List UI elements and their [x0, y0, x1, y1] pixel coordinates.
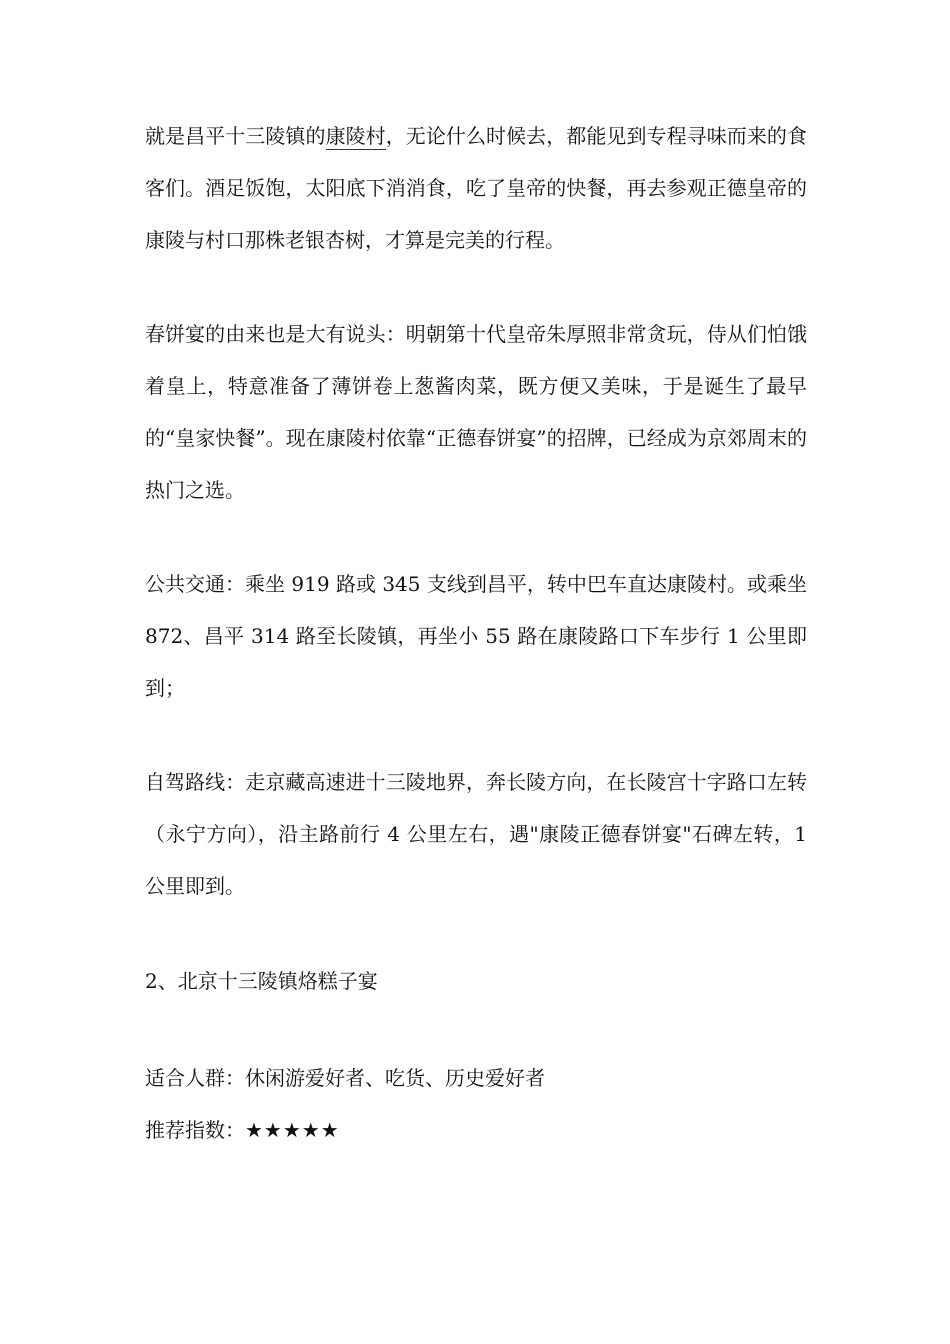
rating-line [145, 1104, 807, 1156]
paragraph-text-start: 就是昌平十三陵镇的 [145, 124, 326, 148]
paragraph-driving-route [145, 756, 807, 912]
paragraph-kangling-village [145, 110, 807, 266]
paragraph-text-end: ，无论什么时候去，都能见到专程寻味而来的食客们。酒足饭饱，太阳底下消消食，吃了皇帝的快餐，再去参观正德皇帝的康陵与村口那株老银杏树，才算是完美的行程。 [145, 124, 807, 252]
paragraph-text: 自驾路线：走京藏高速进十三陵地界，奔长陵方向，在长陵宫十字路口左转（永宁方向），沿主路前行 4 公里左右，遇"康陵正德春饼宴"石碑左转，1 公里即到。 [145, 770, 807, 898]
section-meta [145, 1052, 807, 1156]
paragraph-text: 公共交通：乘坐 919 路或 345 支线到昌平，转中巴车直达康陵村。或乘坐 872、昌平 314 路至长陵镇，再坐小 55 路在康陵路口下车步行 1 公里即到； [145, 572, 807, 700]
paragraph-text: 春饼宴的由来也是大有说头：明朝第十代皇帝朱厚照非常贪玩，侍从们怕饿着皇上，特意准备了薄饼卷上葱酱肉菜，既方便又美味，于是诞生了最早的“皇家快餐”。现在康陵村依靠“正德春饼宴”的招牌，已经成为京郊周末的热门之选。 [145, 322, 807, 502]
paragraph-public-transport [145, 558, 807, 714]
paragraph-text [145, 110, 807, 266]
star-rating-icon: ★★★★★ [245, 1118, 340, 1142]
suitable-audience-line [145, 1052, 807, 1104]
rating-label: 推荐指数： [145, 1118, 245, 1142]
suitable-audience-label: 适合人群： [145, 1066, 245, 1090]
section-heading [145, 955, 807, 1007]
kangling-village-link[interactable]: 康陵村 [325, 124, 386, 148]
paragraph-spring-pancake-origin [145, 308, 807, 516]
section-heading-text: 2、北京十三陵镇烙糕子宴 [145, 969, 378, 993]
suitable-audience-value: 休闲游爱好者、吃货、历史爱好者 [245, 1066, 545, 1090]
